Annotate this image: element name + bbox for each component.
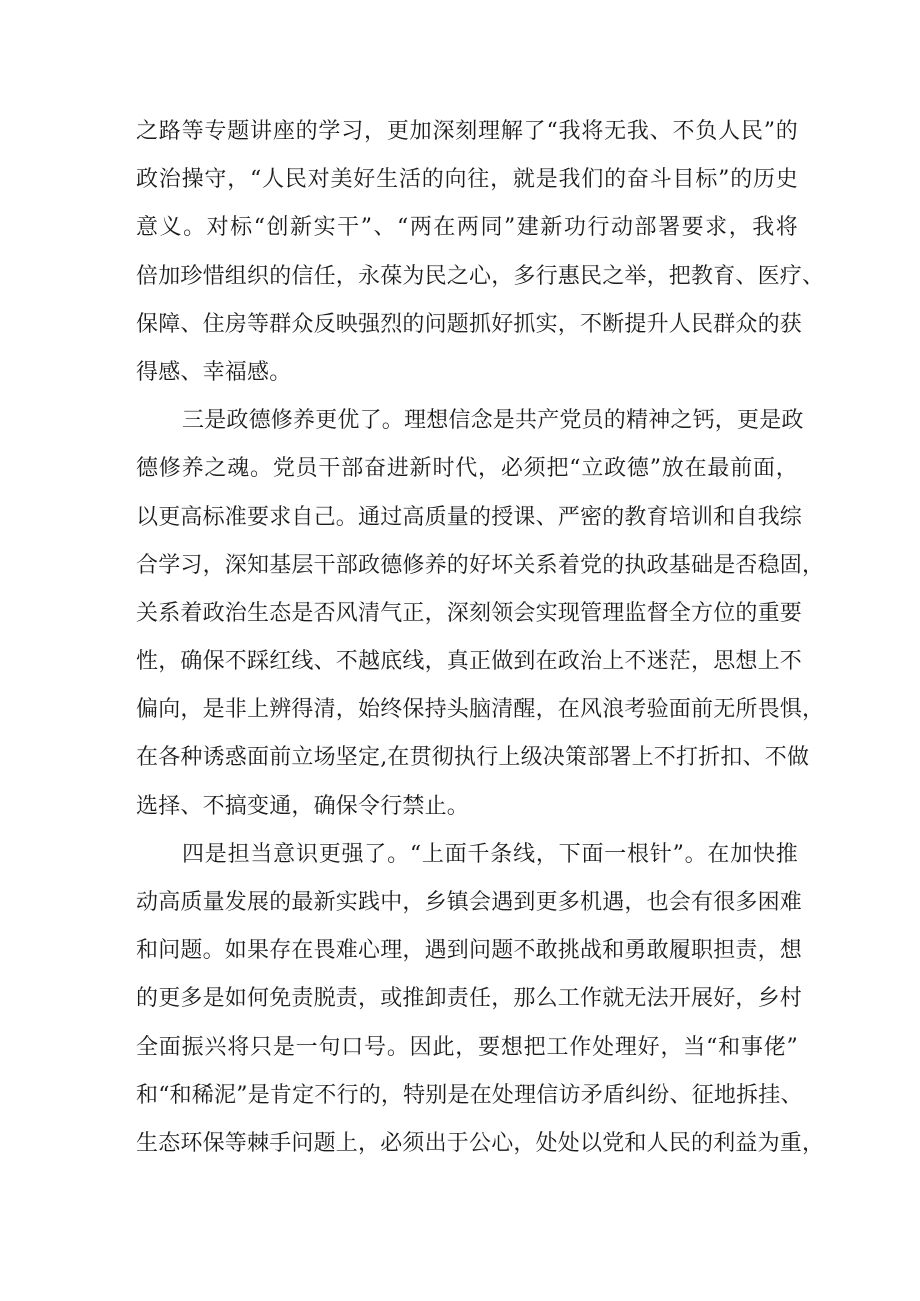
paragraph-2 <box>136 397 825 831</box>
text-line: 和问题。如果存在畏难心理，遇到问题不敢挑战和勇敢履职担责，想 <box>136 938 803 964</box>
paragraph-1 <box>136 108 825 397</box>
text-line: 在各种诱惑面前立场坚定,在贯彻执行上级决策部署上不打折扣、不做 <box>136 745 810 771</box>
text-line: 以更高标准要求自己。通过高质量的授课、严密的教育培训和自我综 <box>136 504 803 530</box>
paragraph-3 <box>136 831 825 1168</box>
text-line: 合学习，深知基层干部政德修养的好坏关系着党的执政基础是否稳固， <box>136 552 825 578</box>
text-line: 倍加珍惜组织的信任，永葆为民之心，多行惠民之举，把教育、医疗、 <box>136 263 825 289</box>
text-line: 性，确保不踩红线、不越底线，真正做到在政治上不迷茫，思想上不 <box>136 649 803 675</box>
text-line: 之路等专题讲座的学习，更加深刻理解了“我将无我、不负人民”的 <box>136 119 798 144</box>
text-line: 选择、不搞变通，确保令行禁止。 <box>136 793 470 819</box>
text-line: 动高质量发展的最新实践中，乡镇会遇到更多机遇，也会有很多困难 <box>136 890 803 915</box>
text-line: 意义。对标“创新实干”、“两在两同”建新功行动部署要求，我将 <box>136 215 798 241</box>
text-line: 的更多是如何免责脱责，或推卸责任，那么工作就无法开展好，乡村 <box>136 986 803 1012</box>
text-line: 四是担当意识更强了。“上面千条线，下面一根针”。在加快推 <box>182 841 798 867</box>
text-line: 三是政德修养更优了。理想信念是共产党员的精神之钙，更是政 <box>182 408 804 434</box>
text-line: 偏向，是非上辨得清，始终保持头脑清醒，在风浪考验面前无所畏惧， <box>136 697 825 723</box>
document-body <box>136 108 825 1168</box>
text-line: 生态环保等棘手问题上，必须出于公心，处处以党和人民的利益为重， <box>136 1130 825 1156</box>
text-line: 德修养之魂。党员干部奋进新时代，必须把“立政德”放在最前面， <box>136 456 798 482</box>
text-line: 保障、住房等群众反映强烈的问题抓好抓实，不断提升人民群众的获 <box>136 311 803 337</box>
text-line: 和“和稀泥”是肯定不行的，特别是在处理信访矛盾纠纷、征地拆挂、 <box>136 1082 803 1108</box>
text-line: 得感、幸福感。 <box>136 359 292 385</box>
text-line: 关系着政治生态是否风清气正，深刻领会实现管理监督全方位的重要 <box>136 600 803 626</box>
text-line: 政治操守，“人民对美好生活的向往，就是我们的奋斗目标”的历史 <box>136 167 798 193</box>
text-line: 全面振兴将只是一句口号。因此，要想把工作处理好，当“和事佬” <box>136 1034 798 1060</box>
